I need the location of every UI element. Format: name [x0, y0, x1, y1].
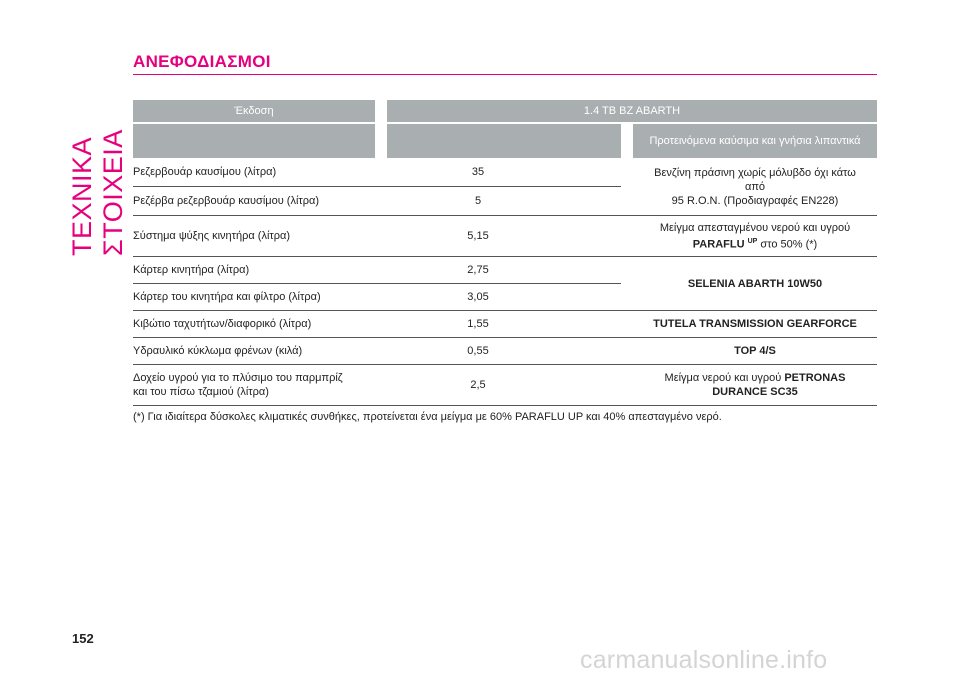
page-title: ΑΝΕΦΟΔΙΑΣΜΟΙ [133, 52, 271, 71]
coolant-line-2 [693, 235, 817, 252]
header-recommended: Προτεινόμενα καύσιμα και γνήσια λιπαντικά [633, 124, 877, 158]
header-version: Έκδοση [133, 100, 375, 122]
row-value-engine-sump: 2,75 [467, 264, 489, 276]
row-value-brakes: 0,55 [467, 345, 489, 357]
row-value-cooling: 5,15 [467, 230, 489, 242]
row-label-brakes: Υδραυλικό κύκλωμα φρένων (κιλά) [133, 345, 303, 357]
title-divider [133, 74, 877, 75]
row-value-fuel-reserve: 5 [474, 195, 482, 207]
header-engine: 1.4 TB BZ ABARTH [387, 100, 877, 122]
row-label-fuel-tank: Ρεζερβουάρ καυσίμου (λίτρα) [133, 166, 277, 178]
row-label-sump-filter: Κάρτερ του κινητήρα και φίλτρο (λίτρα) [133, 291, 321, 303]
coolant-brand: PARAFLU [692, 238, 745, 251]
fuel-line-2: από [744, 180, 766, 193]
row-value-gearbox: 1,55 [467, 318, 489, 330]
watermark: carmanualsonline.info [580, 646, 828, 674]
washer-line-1 [665, 371, 846, 385]
washer-brand: PETRONAS [784, 372, 846, 384]
table-body [133, 158, 877, 406]
row-label-fuel-reserve: Ρεζέρβα ρεζερβουάρ καυσίμου (λίτρα) [133, 195, 320, 207]
row-divider [133, 405, 877, 406]
header-blank-left [133, 124, 375, 158]
row-value-fuel-tank: 35 [471, 166, 485, 178]
row-value-sump-filter: 3,05 [467, 291, 489, 303]
footnote: (*) Για ιδιαίτερα δύσκολες κλιματικές συνθήκες, προτείνεται ένα μείγμα με 60% PARAFLU UP και 40% απεσταγμένο νερό. [133, 411, 722, 423]
table-header [133, 100, 877, 158]
coolant-ratio: στο 50% (*) [757, 238, 818, 251]
row-label-washer [133, 365, 373, 405]
row-label-gearbox: Κιβώτιο ταχυτήτων/διαφορικό (λίτρα) [133, 318, 312, 330]
side-section-title: ΤΕΧΝΙΚΑ ΣΤΟΙΧΕΙΑ [67, 129, 128, 256]
row-label-cooling: Σύστημα ψύξης κινητήρα (λίτρα) [133, 230, 291, 242]
washer-line-2: DURANCE SC35 [712, 386, 798, 398]
coolant-brand-sup: UP [747, 237, 758, 245]
washer-label-line-2: και του πίσω τζαμιού (λίτρα) [133, 386, 269, 398]
washer-recommendation [633, 365, 877, 405]
washer-label-line-1: Δοχείο υγρού για το πλύσιμο του παρμπρίζ [133, 372, 343, 384]
fuel-line-1: Βενζίνη πράσινη χωρίς μόλυβδο όχι κάτω [654, 166, 856, 179]
washer-mix-text: Μείγμα νερού και υγρού [664, 372, 785, 384]
page-number: 152 [72, 631, 94, 646]
row-label-engine-sump: Κάρτερ κινητήρα (λίτρα) [133, 264, 250, 276]
row-value-washer: 2,5 [470, 379, 486, 391]
header-blank-middle [387, 124, 621, 158]
refuelling-table [133, 100, 877, 406]
coolant-line-1: Μείγμα απεσταγμένου νερού και υγρού [659, 221, 851, 234]
fuel-line-3: 95 R.O.N. (Προδιαγραφές EN228) [671, 194, 839, 207]
gearbox-oil-recommendation: TUTELA TRANSMISSION GEARFORCE [653, 318, 857, 330]
brake-fluid-recommendation: TOP 4/S [734, 345, 776, 357]
coolant-recommendation [633, 216, 877, 256]
engine-oil-recommendation: SELENIA ABARTH 10W50 [687, 277, 823, 290]
fuel-recommendation [633, 158, 877, 215]
